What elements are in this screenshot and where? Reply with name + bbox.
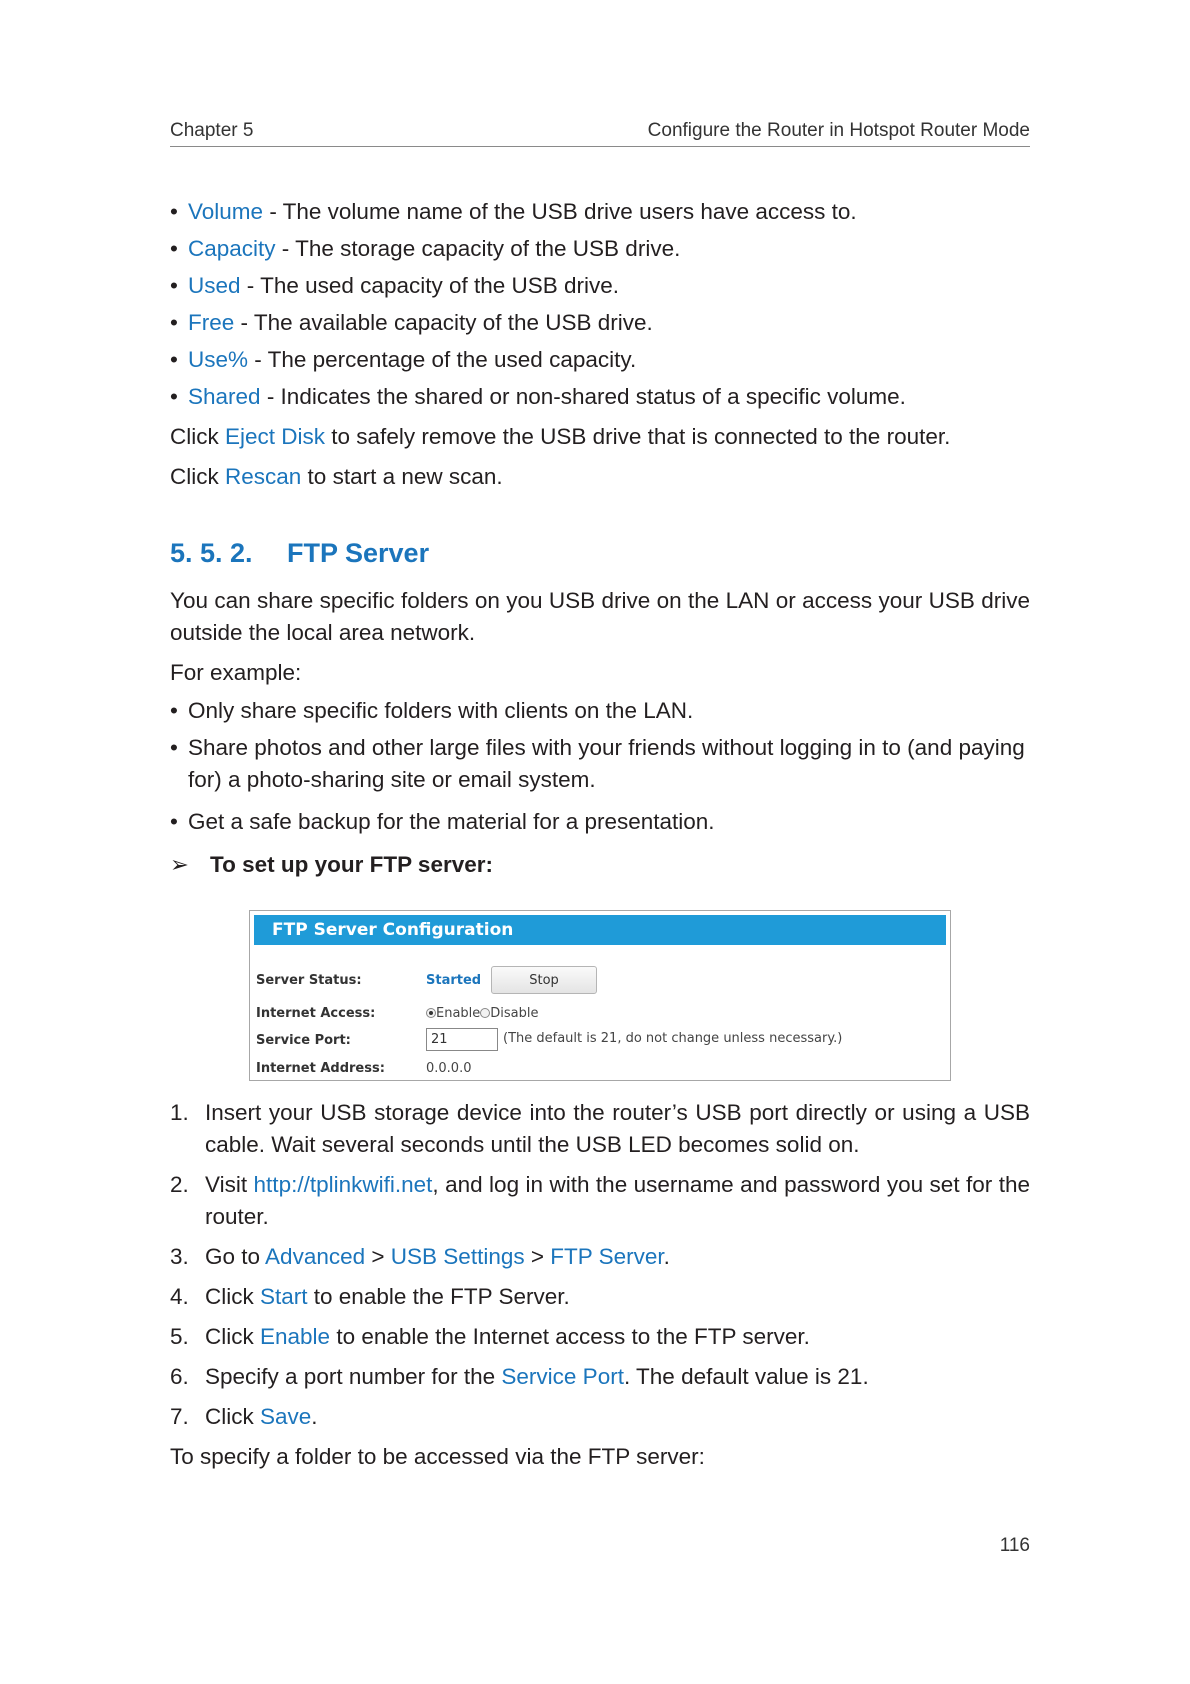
bullet: • [170, 809, 178, 834]
page-header [170, 120, 1030, 147]
stop-button[interactable]: Stop [491, 966, 597, 994]
step-number: 3. [170, 1244, 189, 1269]
page-number: 116 [999, 1535, 1030, 1556]
closing-paragraph: To specify a folder to be accessed via the FTP server: [170, 1444, 705, 1469]
step-number: 4. [170, 1284, 189, 1309]
start-ref: Start [260, 1284, 308, 1309]
enable-label: Enable [436, 1006, 481, 1021]
term-free: Free [188, 310, 235, 335]
enable-radio[interactable] [426, 1008, 436, 1018]
bullet: • [170, 199, 178, 224]
save-ref: Save [260, 1404, 312, 1429]
usb-settings-ref: USB Settings [390, 1244, 525, 1269]
step-text: Click [205, 1404, 260, 1429]
list-item [170, 344, 1030, 376]
step-item [170, 1241, 1030, 1273]
disable-radio[interactable] [480, 1008, 490, 1018]
ftp-server-ref: FTP Server [550, 1244, 664, 1269]
step-text: Go to [205, 1244, 266, 1269]
step-number: 1. [170, 1100, 189, 1125]
term-use-percent: Use% [188, 347, 249, 372]
step-number: 7. [170, 1404, 189, 1429]
list-text: Share photos and other large files with your friends without logging in to (and paying for) a photo-sharing site or email system. [188, 735, 1025, 792]
bullet: • [170, 735, 178, 760]
section-number: 5. 5. 2. [170, 538, 253, 568]
step-item [170, 1361, 1030, 1393]
term-desc: - The available capacity of the USB drive. [234, 310, 653, 335]
step-number: 5. [170, 1324, 189, 1349]
separator: > [365, 1244, 391, 1269]
list-text: Get a safe backup for the material for a presentation. [188, 809, 715, 834]
text: to start a new scan. [301, 464, 503, 489]
rescan-ref: Rescan [225, 464, 302, 489]
step-number: 2. [170, 1172, 189, 1197]
step-item [170, 1097, 1030, 1161]
list-item [170, 806, 1030, 838]
arrow-icon: ➢ [170, 852, 189, 877]
intro-paragraph: You can share specific folders on you USB drive on the LAN or access your USB drive outside the local area network. [170, 588, 1030, 645]
list-item [170, 196, 1030, 228]
step-item [170, 1169, 1030, 1233]
term-desc: - The storage capacity of the USB drive. [275, 236, 681, 261]
list-item [170, 732, 1030, 796]
step-text: to enable the FTP Server. [307, 1284, 570, 1309]
section-title: FTP Server [287, 538, 430, 568]
procedure-title: To set up your FTP server: [210, 852, 493, 877]
internet-address-value: 0.0.0.0 [426, 1061, 472, 1076]
text: Click [170, 424, 225, 449]
rescan-paragraph [170, 461, 1030, 493]
enable-ref: Enable [260, 1324, 331, 1349]
eject-disk-ref: Eject Disk [225, 424, 326, 449]
step-item [170, 1401, 1030, 1433]
bullet: • [170, 310, 178, 335]
step-item [170, 1321, 1030, 1353]
step-text: Insert your USB storage device into the router’s USB port directly or using a USB cable. Wait several seconds until the USB LED becomes solid on. [205, 1100, 1030, 1157]
step-number: 6. [170, 1364, 189, 1389]
ftp-config-screenshot [249, 910, 951, 1081]
internet-access-options [426, 1006, 539, 1021]
text: Click [170, 464, 225, 489]
panel-title: FTP Server Configuration [254, 915, 946, 945]
eject-paragraph [170, 421, 1030, 453]
internet-access-label: Internet Access: [256, 1006, 376, 1021]
step-text: Visit [205, 1172, 254, 1197]
list-item [170, 233, 1030, 265]
tplinkwifi-link[interactable]: http://tplinkwifi.net [253, 1172, 433, 1197]
disable-label: Disable [490, 1006, 539, 1021]
term-desc: - The used capacity of the USB drive. [240, 273, 620, 298]
advanced-ref: Advanced [265, 1244, 366, 1269]
server-status-label: Server Status: [256, 973, 362, 988]
example-label: For example: [170, 660, 302, 685]
text: to safely remove the USB drive that is connected to the router. [325, 424, 951, 449]
step-text: . [663, 1244, 670, 1269]
step-text: to enable the Internet access to the FTP server. [330, 1324, 810, 1349]
bullet: • [170, 698, 178, 723]
service-port-hint: (The default is 21, do not change unless necessary.) [503, 1031, 843, 1046]
step-text: Specify a port number for the [205, 1364, 502, 1389]
step-text: . The default value is 21. [623, 1364, 869, 1389]
chapter-label: Chapter 5 [170, 120, 254, 141]
term-desc: - Indicates the shared or non-shared status of a specific volume. [260, 384, 906, 409]
term-desc: - The percentage of the used capacity. [248, 347, 637, 372]
step-text: Click [205, 1324, 260, 1349]
server-status-value: Started [426, 973, 482, 988]
separator: > [524, 1244, 551, 1269]
term-shared: Shared [188, 384, 261, 409]
bullet: • [170, 347, 178, 372]
list-item [170, 307, 1030, 339]
service-port-ref: Service Port [501, 1364, 624, 1389]
service-port-input[interactable]: 21 [426, 1028, 498, 1051]
term-used: Used [188, 273, 241, 298]
list-item [170, 381, 1030, 413]
list-text: Only share specific folders with clients on the LAN. [188, 698, 694, 723]
bullet: • [170, 236, 178, 261]
list-item [170, 695, 1030, 727]
term-volume: Volume [188, 199, 264, 224]
internet-address-label: Internet Address: [256, 1061, 385, 1076]
term-capacity: Capacity [188, 236, 276, 261]
bullet: • [170, 273, 178, 298]
service-port-label: Service Port: [256, 1033, 351, 1048]
step-text: , and log in with the username and password you set for the router. [205, 1172, 1030, 1229]
step-item [170, 1281, 1030, 1313]
bullet: • [170, 384, 178, 409]
list-item [170, 270, 1030, 302]
step-text: . [311, 1404, 318, 1429]
chapter-title: Configure the Router in Hotspot Router Mode [647, 120, 1030, 141]
step-text: Click [205, 1284, 260, 1309]
term-desc: - The volume name of the USB drive users have access to. [263, 199, 857, 224]
